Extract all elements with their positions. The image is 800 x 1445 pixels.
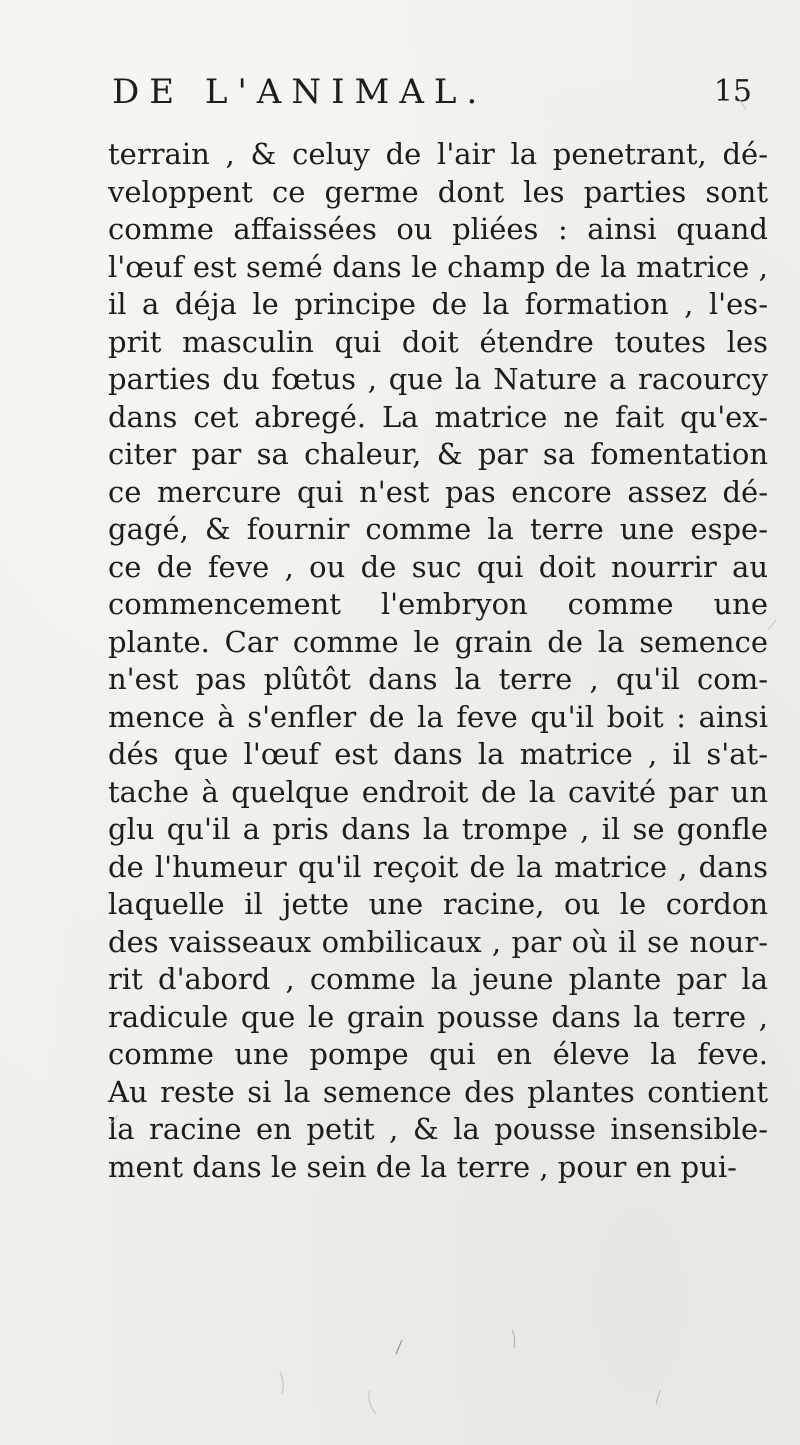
page-header [112, 72, 762, 132]
text-line: gagé, & fournir comme la terre une espe- [108, 512, 768, 546]
text-line: ce de feve , ou de suc qui doit nourrir au [108, 549, 768, 584]
text-line: comme une pompe qui en éleve la feve. [108, 1037, 768, 1071]
text-line: terrain , & celuy de l'air la penetrant, dé- [108, 137, 768, 171]
paper-mark [369, 1390, 376, 1414]
text-line: parties du fœtus , que la Nature a racourcy [108, 362, 768, 396]
text-line: prit masculin qui doit étendre toutes les [108, 324, 768, 359]
text-line: rit d'abord , comme la jeune plante par la [108, 962, 768, 996]
text-line: glu qu'il a pris dans la trompe , il se gonfle [108, 812, 768, 846]
paper-mark [656, 1390, 660, 1404]
text-line: la racine en petit , & la pousse insensible- [108, 1112, 768, 1146]
paper-mark [396, 1340, 402, 1354]
text-line: mence à s'enfler de la feve qu'il boit : ainsi [108, 699, 768, 734]
text-line: dés que l'œuf est dans la matrice , il s'at- [108, 737, 768, 771]
text-line: laquelle il jette une racine, ou le cordon [108, 887, 768, 921]
text-line: tache à quelque endroit de la cavité par un [108, 774, 768, 809]
paper-mark [512, 1330, 515, 1348]
text-line: veloppent ce germe dont les parties sont [108, 174, 768, 209]
text-line: de l'humeur qu'il reçoit de la matrice , dans [108, 849, 768, 884]
text-line: ce mercure qui n'est pas encore assez dé- [108, 474, 768, 509]
text-line: ment dans le sein de la terre , pour en pui- [108, 1149, 737, 1184]
text-line: l'œuf est semé dans le champ de la matrice , [108, 249, 768, 284]
text-line: citer par sa chaleur, & par sa fomentation [108, 437, 768, 471]
text-line: il a déja le principe de la formation , l'es- [108, 287, 768, 321]
text-line: Au reste si la semence des plantes contient [108, 1074, 768, 1109]
text-line: radicule que le grain pousse dans la terre , [108, 999, 768, 1034]
text-line: plante. Car comme le grain de la semence [108, 624, 768, 659]
paper-mark [768, 620, 776, 630]
text-line: n'est pas plûtôt dans la terre , qu'il com- [108, 662, 768, 696]
paper-mark [280, 1372, 283, 1394]
body-text [108, 136, 768, 1186]
text-line: dans cet abregé. La matrice ne fait qu'ex- [108, 399, 768, 434]
text-line: comme affaissées ou pliées : ainsi quand [108, 212, 768, 246]
text-line: des vaisseaux ombilicaux , par où il se nour- [108, 924, 768, 959]
page-number: 15 [713, 74, 752, 109]
running-head: DE L'ANIMAL. [112, 72, 488, 112]
text-line: commencement l'embryon comme une [108, 587, 768, 621]
